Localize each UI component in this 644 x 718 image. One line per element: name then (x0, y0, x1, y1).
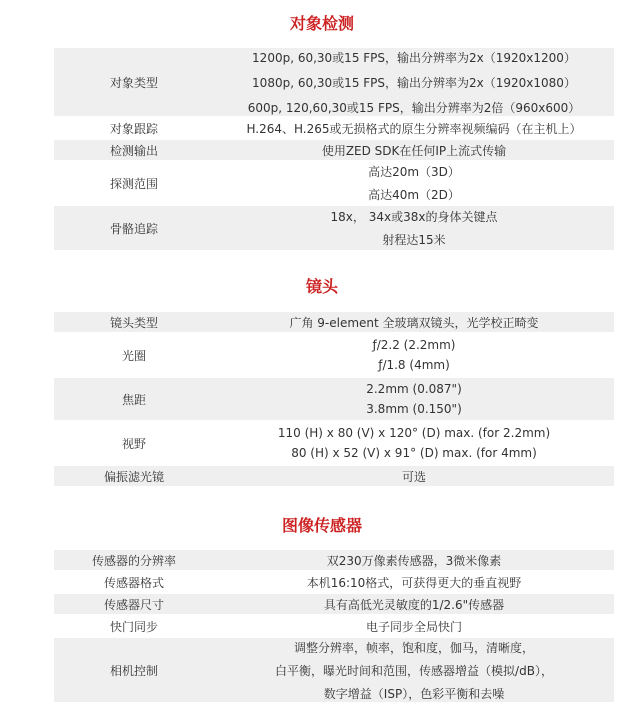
row-label: 相机控制 (109, 663, 158, 678)
value-line: 2.2mm (0.087") (366, 382, 462, 396)
table-row (54, 422, 614, 464)
row-value (214, 312, 614, 332)
section-title-image-sensor: 图像传感器 (281, 516, 362, 535)
spec-table-image-sensor (54, 550, 614, 704)
value-line: 数字增益（ISP），色彩平衡和去噪 (323, 686, 505, 701)
table-row (54, 118, 614, 138)
row-value (214, 572, 614, 592)
table-row (54, 48, 614, 116)
value-line: 射程达15米 (382, 233, 446, 247)
row-label: 传感器尺寸 (103, 597, 164, 612)
value-line: 1080p, 60,30或15 FPS，输出分辨率为2x（1920x1080） (252, 75, 576, 90)
value-line: 双230万像素传感器，3微米像素 (326, 553, 502, 568)
value-line: 1200p, 60,30或15 FPS，输出分辨率为2x（1920x1200） (252, 50, 576, 65)
value-line: 广角 9-element 全玻璃双镜头，光学校正畸变 (289, 315, 539, 330)
value-line: 使用ZED SDK在任何IP上流式传输 (321, 143, 507, 158)
row-value (214, 334, 614, 376)
table-row (54, 594, 614, 614)
table-row (54, 312, 614, 332)
spec-table-lens (54, 312, 614, 488)
value-line: H.264、H.265或无损格式的原生分辨率视频编码（在主机上） (246, 121, 582, 136)
value-line: 600p, 120,60,30或15 FPS，输出分辨率为2倍（960x600） (247, 100, 581, 115)
row-value (214, 140, 614, 160)
table-row (54, 616, 614, 636)
table-row (54, 550, 614, 570)
row-label: 偏振滤光镜 (103, 469, 164, 484)
row-value (214, 118, 614, 138)
table-row (54, 140, 614, 160)
table-row (54, 572, 614, 592)
row-label: 骨骼追踪 (109, 221, 158, 236)
row-label: 传感器的分辨率 (91, 553, 176, 568)
table-row (54, 206, 614, 250)
row-value (214, 638, 614, 702)
row-value (214, 594, 614, 614)
row-label: 焦距 (121, 392, 146, 407)
row-label: 镜头类型 (109, 315, 158, 330)
row-value (214, 466, 614, 486)
row-label: 检测输出 (109, 143, 158, 158)
value-line: 具有高低光灵敏度的1/2.6"传感器 (323, 597, 505, 612)
row-value (214, 48, 614, 116)
row-label: 对象类型 (109, 75, 158, 90)
row-label: 快门同步 (109, 619, 158, 634)
value-line: 调整分辨率，帧率，饱和度，伽马，清晰度， (293, 640, 534, 655)
value-line: 电子同步全局快门 (365, 619, 462, 634)
value-line: ƒ/1.8 (4mm) (378, 358, 450, 372)
row-value (214, 616, 614, 636)
value-line: ƒ/2.2 (2.2mm) (372, 338, 456, 352)
value-line: 高达20m（3D） (368, 165, 460, 179)
section-title-lens: 镜头 (305, 277, 338, 296)
row-label: 探测范围 (109, 176, 158, 191)
table-row (54, 378, 614, 420)
row-value (214, 550, 614, 570)
value-line: 18x， 34x或38x的身体关键点 (330, 210, 498, 224)
row-label: 视野 (121, 436, 146, 451)
row-label: 光圈 (121, 348, 146, 363)
table-row (54, 466, 614, 486)
row-value (214, 378, 614, 420)
value-line: 白平衡，曝光时间和范围，传感器增益（模拟/dB）， (275, 663, 553, 678)
value-line: 110 (H) x 80 (V) x 120° (D) max. (for 2.2mm) (277, 426, 551, 440)
value-line: 80 (H) x 52 (V) x 91° (D) max. (for 4mm) (291, 446, 537, 460)
value-line: 高达40m（2D） (368, 188, 460, 202)
table-row (54, 334, 614, 376)
row-value (214, 422, 614, 464)
table-row (54, 638, 614, 702)
row-value (214, 206, 614, 250)
value-line: 本机16:10格式，可获得更大的垂直视野 (306, 575, 522, 590)
spec-table-object-detection (54, 48, 614, 252)
value-line: 3.8mm (0.150") (366, 402, 462, 416)
row-label: 对象跟踪 (109, 121, 158, 136)
table-row (54, 162, 614, 204)
row-label: 传感器格式 (103, 575, 164, 590)
section-title-object-detection: 对象检测 (289, 14, 354, 33)
row-value (214, 162, 614, 204)
value-line: 可选 (401, 469, 426, 484)
